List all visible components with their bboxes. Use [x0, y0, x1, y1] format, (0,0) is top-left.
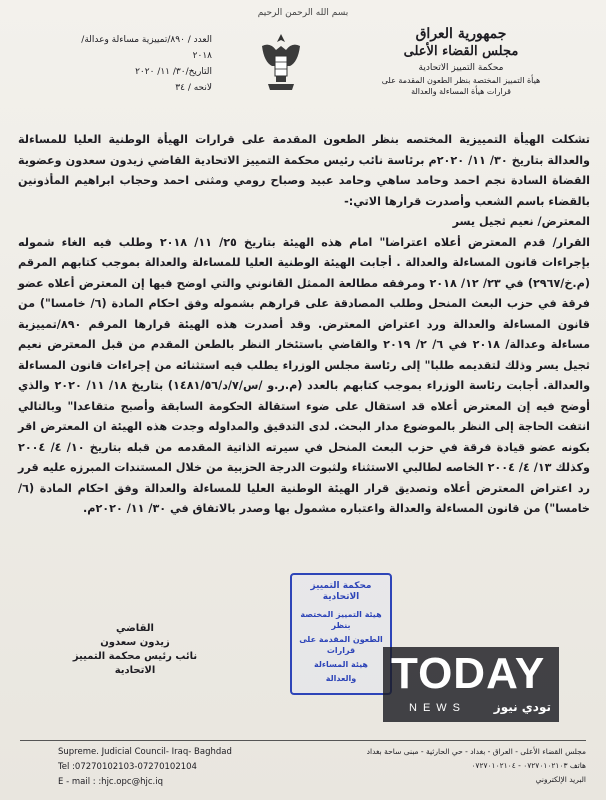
signature-name: زيدون سعدون [100, 637, 170, 648]
signature-title: القاضي [116, 623, 154, 634]
ref-number: العدد / ٨٩٠/تمييزية مساءلة وعدالة/٢٠١٨ [81, 35, 212, 61]
court-stamp [290, 573, 392, 695]
decision-body [18, 130, 590, 520]
footer-phone-ar: هاتف ٠٧٢٧٠١٠٢١٠٣ - ٠٧٢٧٠١٠٢١٠٤ [471, 761, 586, 770]
stamp-line-2: هيئة التمييز المختصة بنظر [300, 610, 382, 630]
stamp-line-4: هيئة المساءلة [314, 660, 368, 669]
stamp-line-1: محكمة التمييز الاتحادية [310, 581, 372, 602]
intro-paragraph: تشكلت الهيأة التمييزية المختصه بنظر الطعون المقدمة على قرارات الهيأة الوطنية العليا للمساءلة والعدالة بتاريخ ٣٠/ ١١/ ٢٠٢٠م برئاسة نائب رئيس محكمة التمييز الاتحادية القاضي زيدون سعدون وعضوية القضاة السادة نجم احمد وحامد ساهي وحامد عبيد وصباح رومي ومثنى احمد وحجاب ابراهيم المأذونين بالقضاء باسم الشعب وأصدرت قرارها الاتي:- [18, 133, 590, 208]
reference-block [62, 32, 212, 96]
committee-name: هيأة التمييز المختصة بنظر الطعون المقدمة على [381, 76, 541, 85]
footer-org-en: Supreme. Judicial Council- Iraq- Baghdad [58, 747, 232, 757]
signature-block [70, 622, 200, 678]
country-name: جمهورية العراق [415, 26, 507, 42]
stamp-line-3: الطعون المقدمة على قرارات [299, 635, 383, 655]
signature-position: نائب رئيس محكمة التمييز الاتحادية [72, 651, 198, 676]
letterhead-issuer [356, 26, 566, 96]
footer-divider [20, 740, 586, 741]
watermark-sub: NEWS [409, 702, 466, 714]
footer-contact-ar [326, 745, 586, 787]
footer-address-ar: مجلس القضاء الأعلى - العراق - بغداد - حي الحارثية - مبنى ساحة بغداد [366, 747, 586, 756]
appellant-line: المعترض/ نعيم ثجيل يسر [452, 215, 590, 228]
council-name: مجلس القضاء الأعلى [403, 44, 519, 59]
decision-paragraph: القرار/ قدم المعترض أعلاه اعتراضا" امام هذه الهيئة بتاريخ ٢٥/ ١١/ ٢٠١٨ وطلب فيه الغاء شموله بإجراءات قانون المساءلة والعدالة . أجابت الهيئة الوطنية العليا للمساءلة والعدالة بموجب كتابهم المرقم (م.خ/٢٩٦٧) في ٢٣/ ١٢/ ٢٠١٨ ومرفقه مطالعة الممثل القانوني والتي اوضح فيها إن المعترض أعلاه عضو فرقة في حزب البعث المنحل وطلب المصادقة على قرارهم بشموله وفق احكام المادة (٦/ خامسا") من قانون المساءلة والعدالة ورد اعتراض المعترض. وقد أصدرت هذه الهيئة قرارها المرقم ٨٩٠/تمييزية مساءلة وعدالة/ ٢٠١٨ في ٦/ ٢/ ٢٠١٩ والقاضي باستئخار النظر بالطعن المقدم من قبل المعترض نعيم ثجيل يسر وذلك لتقديمه طلبا" إلى رئاسة مجلس الوزراء يطلب فيه استثنائه من إجراءات قانون المساءلة والعدالة. أجابت رئاسة الوزراء بموجب كتابهم بالعدد (م.ر.و /س/٧/د/١٤٨١/٥٦) بتاريخ ١٨/ ١١/ ٢٠٢٠ والذي أوضح فيه إن المعترض أعلاه قد استقال على ضوء استقالة الحكومة السابقة وأصبح متقاعدا" وبالتالي انتفت الحاجة إلى النظر بالموضوع مدار البحث. لدى التدقيق والمداوله وجدت هذه الهيئة ان المعترض اقر بكونه عضو قيادة فرقة في حزب البعث المنحل في سيرته الذاتية المقدمه من قبله بتاريخ ١٠/ ٤/ ٢٠٠٤ وكذلك ١٣/ ٤/ ٢٠٠٤ الخاصه لطالبي الاستثناء ولثبوت الدرجة الحزبية من خلال المستندات المبرزه عليه قرر رد اعتراض المعترض أعلاه وتصديق قرار الهيئة الوطنية العليا للمساءلة والعدالة وفق احكام المادة (٦/ خامسا") من قانون المساءلة والعدالة واعتباره مشمول بها وصدر بالاتفاق في ٣٠/ ١١/ ٢٠٢٠م. [18, 235, 591, 515]
iraq-eagle-emblem [258, 32, 304, 94]
stamp-line-5: والعدالة [325, 674, 357, 683]
footer-email: E - mail : :hjc.opc@hjc.iq [58, 777, 163, 787]
footer-email-ar: البريد الإلكتروني [535, 775, 586, 784]
ref-date: التاريخ/٣٠/ ١١/ ٢٠٢٠ [135, 67, 212, 77]
watermark-brand: TODAY [391, 649, 546, 698]
committee-name-2: قرارات هيأة المساءلة والعدالة [411, 87, 511, 96]
footer-contact-en [58, 745, 278, 790]
today-news-watermark [383, 647, 559, 722]
watermark-arabic: تودي نيوز [493, 700, 551, 714]
basmala: بسم الله الرحمن الرحيم [257, 8, 349, 18]
court-name: محكمة التمييز الاتحادية [418, 63, 504, 73]
ref-file: لانحه / ٣٤ [175, 83, 212, 93]
footer-tel: Tel :07270102103-07270102104 [58, 762, 197, 772]
